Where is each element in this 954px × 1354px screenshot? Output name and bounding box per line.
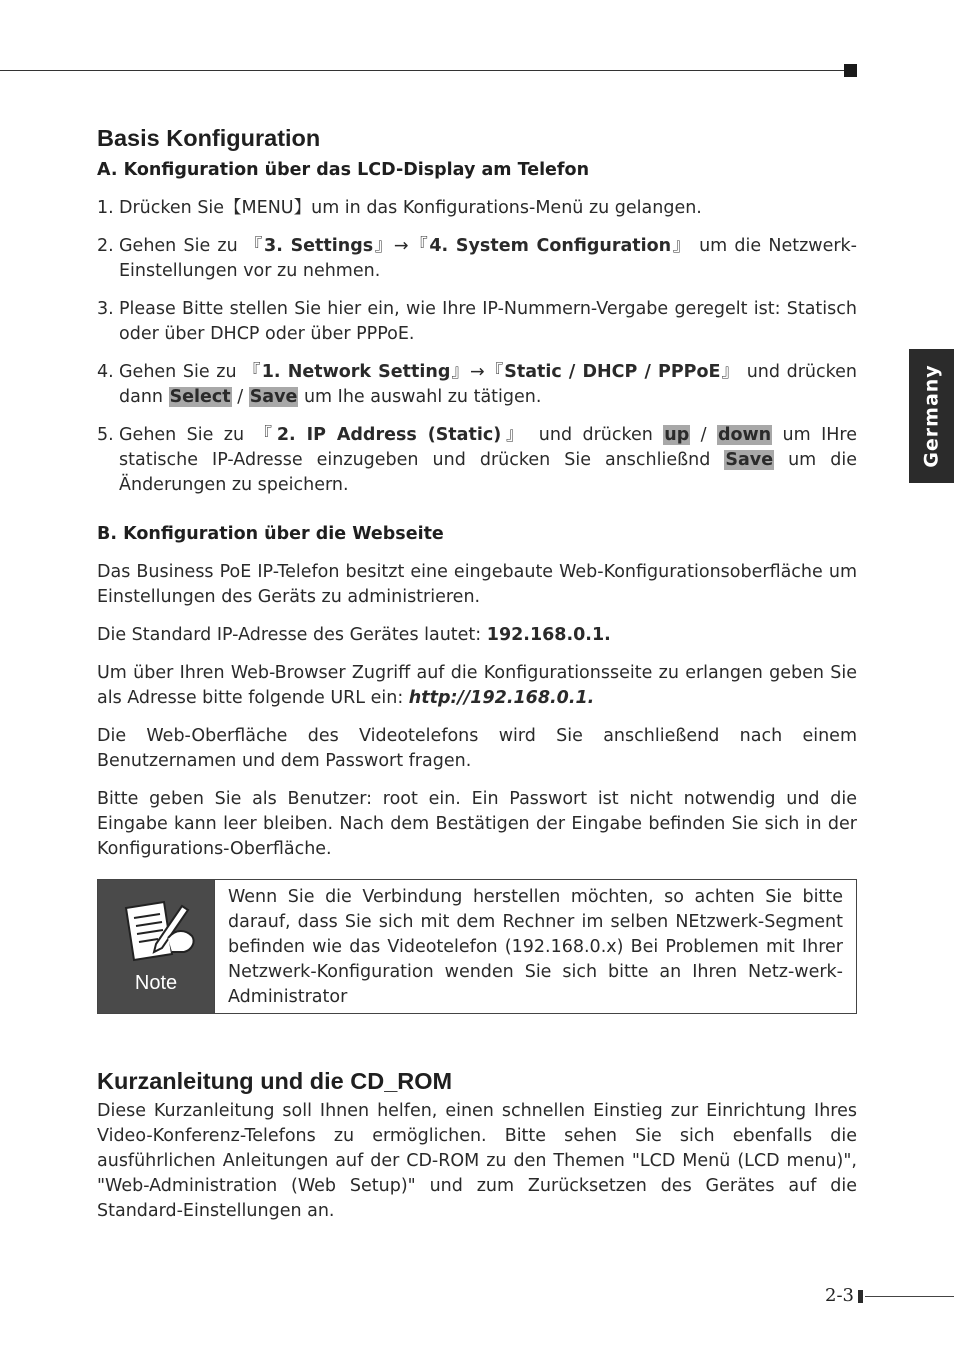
list-item — [97, 360, 857, 410]
footer-rule — [865, 1296, 954, 1297]
header-square — [844, 64, 857, 77]
select-key-label: Select — [169, 387, 231, 407]
paragraph: Das Business PoE IP-Telefon besitzt eine eingebaute Web-Konfigurationsoberfläche um Einstellungen des Geräts zu administrieren. — [97, 562, 857, 607]
paragraph: Diese Kurzanleitung soll Ihnen helfen, einen schnellen Einstieg zur Einrichtung Ihres Video-Konferenz-Telefons zu ermöglichen. Bitte sehen Sie sich ebenfalls die ausführlichen Anleitungen auf der CD-ROM zu den Themen "LCD Menü (LCD menu)", "Web-Administration (Web Setup)" und zum Zurücksetzen des Gerätes auf die Standard-Einstellungen an. — [97, 1101, 857, 1221]
note-box — [97, 879, 857, 1014]
step-number: 2. — [97, 236, 114, 256]
section-title-kurzanleitung: Kurzanleitung und die CD_ROM — [97, 1068, 453, 1094]
up-key-label: up — [664, 425, 690, 445]
default-ip: 192.168.0.1. — [486, 625, 611, 645]
header-rule — [0, 70, 848, 71]
step-number: 1. — [97, 198, 114, 218]
paragraph: Um über Ihren Web-Browser Zugriff auf die Konfigurationsseite zu erlangen geben Sie als Adresse bitte folgende URL ein: http://192.168.0.1. — [97, 663, 857, 708]
step-text: Gehen Sie zu 『3. Settings』→『4. System Configuration』 um die Netzwerk-Einstellungen vor zu nehmen. — [119, 236, 857, 281]
language-tab — [909, 349, 954, 483]
down-key-label: down — [717, 425, 772, 445]
list-item — [97, 423, 857, 498]
save-key-label: Save — [725, 450, 774, 470]
note-pencil-icon — [112, 898, 200, 964]
paragraph: Bitte geben Sie als Benutzer: root ein. Ein Passwort ist nicht notwendig und die Eingabe kann leer bleiben. Nach dem Bestätigen der Eingabe befinden Sie sich in der Konfigurations-Oberfläche. — [97, 789, 857, 859]
config-url: http://192.168.0.1. — [408, 688, 595, 708]
note-label: Note — [134, 972, 178, 994]
note-panel — [98, 880, 215, 1013]
step-text: Please Bitte stellen Sie hier ein, wie Ihre IP-Nummern-Vergabe geregelt ist: Statisch oder über DHCP oder über PPPoE. — [119, 299, 857, 344]
subheading-lcd: A. Konfiguration über das LCD-Display am Telefon — [97, 160, 590, 180]
list-item — [97, 196, 857, 221]
step-number: 4. — [97, 362, 114, 382]
save-key-label: Save — [249, 387, 298, 407]
paragraph: Die Standard IP-Adresse des Gerätes lautet: 192.168.0.1. — [97, 625, 611, 645]
language-tab-label: Germany — [920, 364, 943, 468]
list-item — [97, 234, 857, 284]
note-text: Wenn Sie die Verbindung herstellen möchten, so achten Sie bitte darauf, dass Sie sich mit dem Rechner im selben NEtzwerk-Segment befinden wie das Videotelefon (192.168.0.x) Bei Problemen mit Ihrer Netzwerk-Konfiguration wenden Sie sich bitte an Ihren Netz-werk-Administrator — [228, 887, 843, 1007]
step-number: 3. — [97, 299, 114, 319]
list-item — [97, 297, 857, 347]
step-number: 5. — [97, 425, 114, 445]
step-text: Gehen Sie zu 『2. IP Address (Static)』 und drücken up / down um IHre statische IP-Adresse einzugeben und drücken Sie anschließnd Save um die Änderungen zu speichern. — [119, 425, 857, 495]
section-title-basis: Basis Konfiguration — [97, 125, 321, 151]
steps-list — [97, 196, 857, 498]
page-number: 2-3 — [825, 1285, 854, 1306]
footer-square — [858, 1290, 863, 1303]
paragraph: Die Web-Oberfläche des Videotelefons wird Sie anschließend nach einem Benutzernamen und dem Passwort fragen. — [97, 726, 857, 771]
step-text: Drücken Sie【MENU】um in das Konfigurations-Menü zu gelangen. — [119, 198, 702, 218]
step-text: Gehen Sie zu 『1. Network Setting』→『Static / DHCP / PPPoE』 und drücken dann Select / Save um Ihe auswahl zu tätigen. — [119, 362, 857, 407]
page-content — [97, 120, 857, 1224]
subheading-web: B. Konfiguration über die Webseite — [97, 524, 444, 544]
